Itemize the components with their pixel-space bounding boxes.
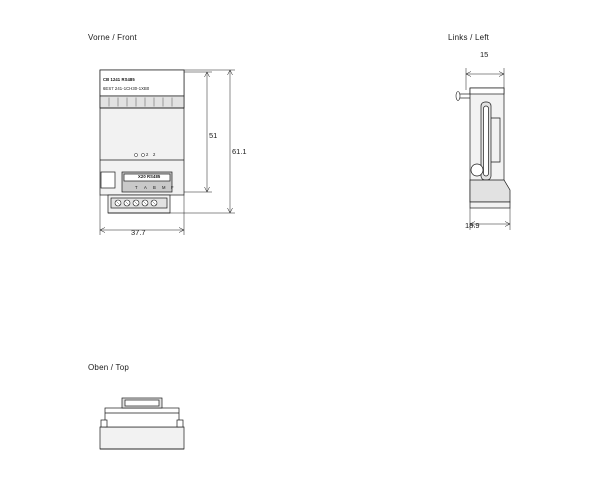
terminal-letter-4: M [162, 185, 166, 190]
terminal-letter-2: A [144, 185, 147, 190]
top-view-drawing [85, 390, 225, 470]
terminal-letter-1: T [135, 185, 138, 190]
device-model-line: CB 1241 RS485 [103, 77, 135, 82]
dim-label-depth-top: 15 [480, 50, 489, 59]
left-view-drawing [448, 50, 568, 250]
terminal-letter-5: F [171, 185, 174, 190]
view-label-top: Oben / Top [88, 363, 129, 372]
view-label-front: Vorne / Front [88, 33, 137, 42]
view-label-left: Links / Left [448, 33, 490, 42]
terminal-letter-3: B [153, 185, 156, 190]
led-mark-2: 2 [153, 152, 156, 157]
dim-label-depth-bottom: 18.9 [465, 221, 480, 230]
device-order-number: 6ES7 241-1CH30-1XB0 [103, 86, 150, 91]
dim-label-height-outer: 61.1 [232, 147, 247, 156]
port-label: X20 RS485 [138, 174, 161, 179]
led-mark-1: 2 [146, 152, 149, 157]
dim-label-height-inner: 51 [209, 131, 218, 140]
dim-label-width: 37.7 [131, 228, 146, 237]
